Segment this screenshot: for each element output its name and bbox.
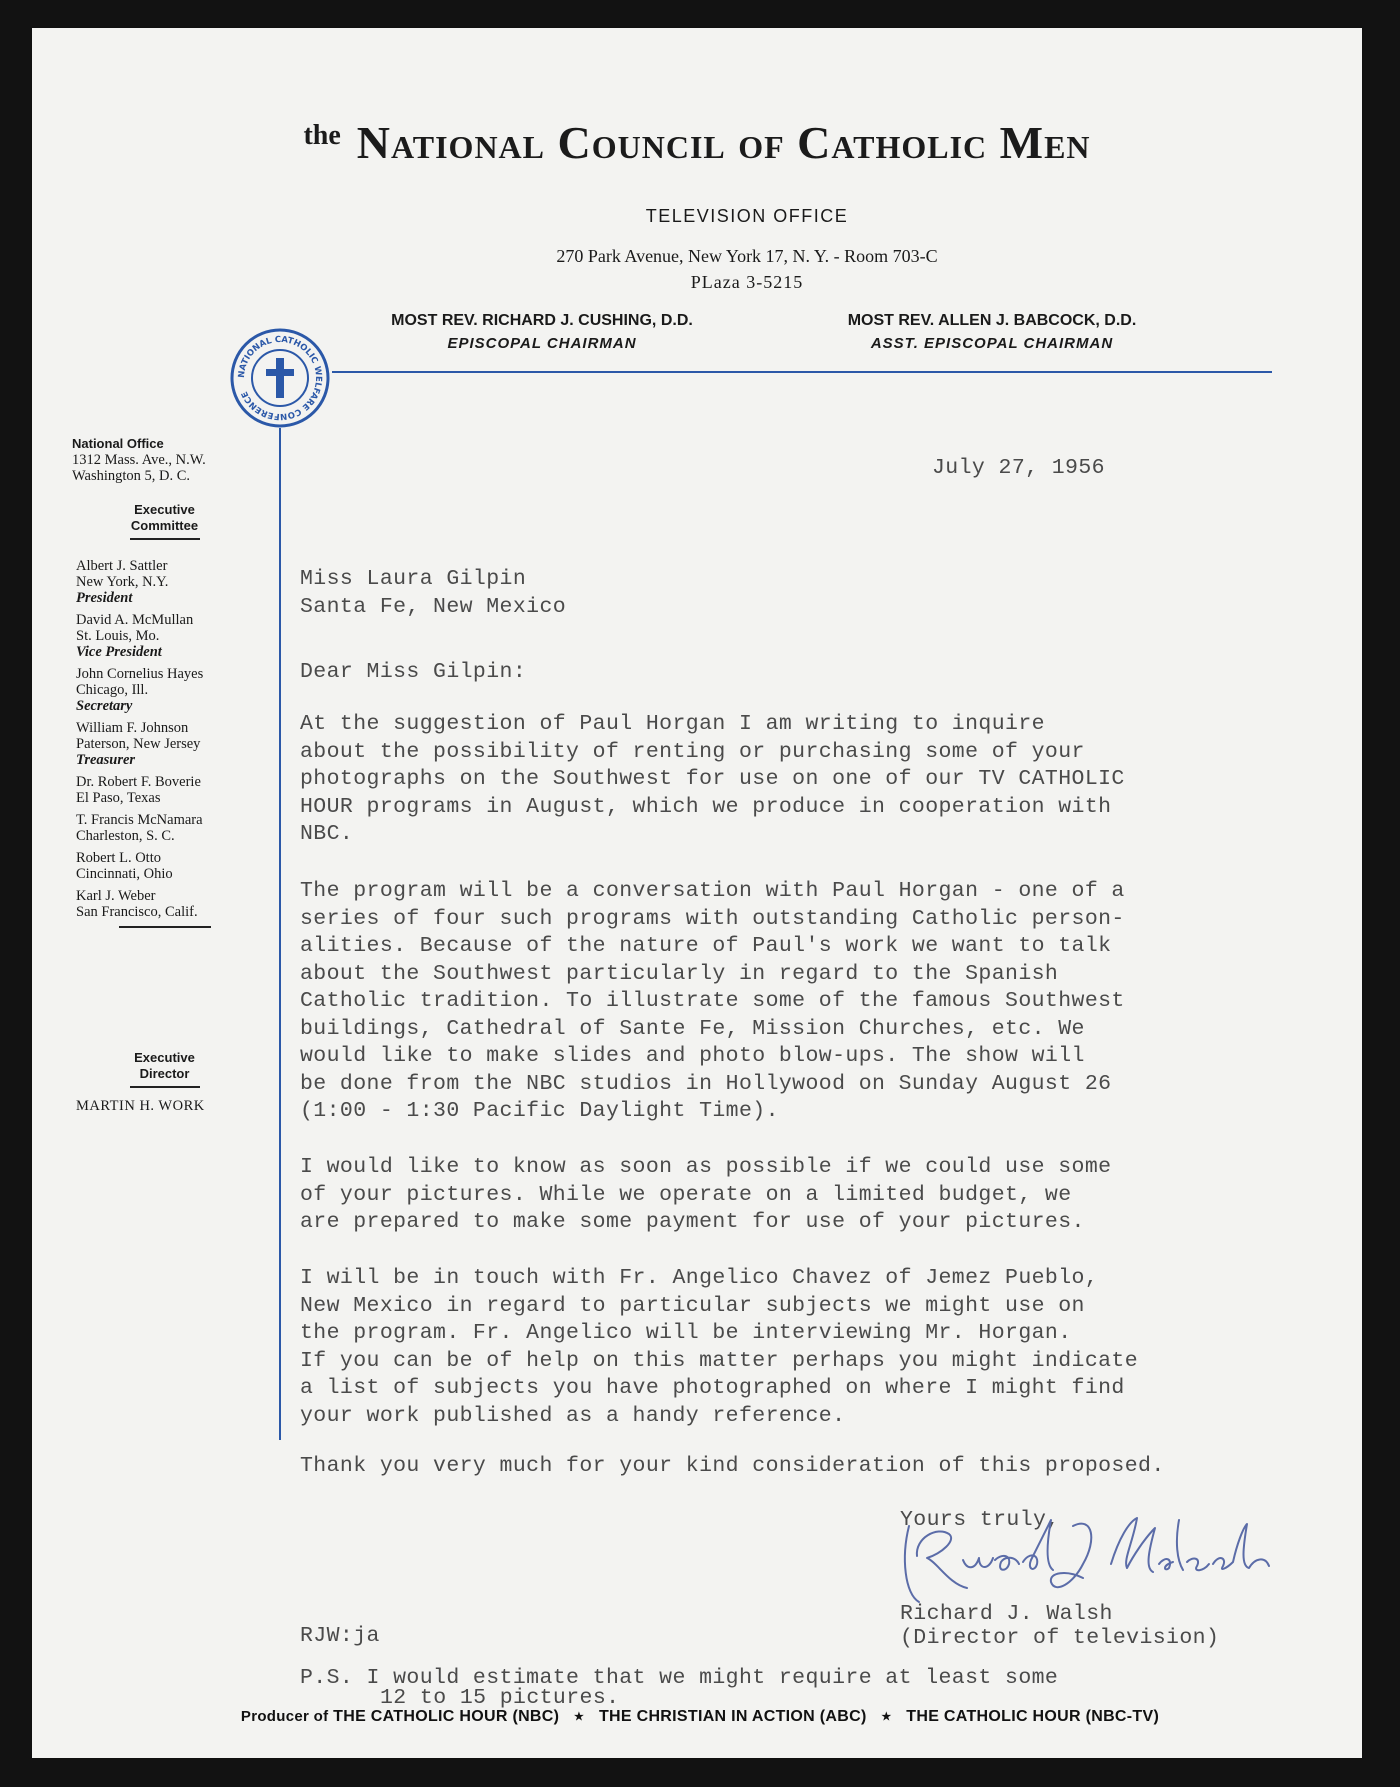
office-phone: PLaza 3-5215 [690, 272, 804, 292]
seal-text: NATIONAL CATHOLIC WELFARE CONFERENCE [236, 334, 324, 422]
asst-episcopal-chairman-title: ASST. EPISCOPAL CHAIRMAN [870, 335, 1114, 352]
signer-name: Richard J. Walsh [900, 1602, 1113, 1626]
member-name: Dr. Robert F. Boverie [76, 774, 201, 790]
org-title-name: National Council of Catholic Men [356, 117, 1091, 168]
sidebar-executive-director [72, 1050, 257, 1114]
footer-program-3: THE CATHOLIC HOUR (NBC-TV) [906, 1708, 1160, 1725]
member-role: President [76, 590, 133, 606]
body-paragraph-5: Thank you very much for your kind consideration of this proposed. [300, 1454, 1165, 1478]
signer-title: (Director of television) [900, 1626, 1220, 1650]
office-name: TELEVISION OFFICE [645, 206, 849, 226]
national-office-heading: National Office [72, 436, 164, 451]
postscript [300, 1668, 1058, 1708]
sidebar-executive-committee [72, 502, 257, 540]
director-heading-1: Executive [134, 1050, 195, 1065]
member-name: John Cornelius Hayes [76, 666, 204, 682]
member-role: Vice President [76, 644, 162, 660]
episcopal-chairman-name: MOST REV. RICHARD J. CUSHING, D.D. [391, 312, 693, 329]
member-place: El Paso, Texas [76, 790, 161, 806]
closing: Yours truly, [900, 1508, 1060, 1532]
committee-member-list [72, 558, 257, 928]
member-name: William F. Johnson [76, 720, 189, 736]
member-name: Robert L. Otto [76, 850, 161, 866]
star-icon: ★ [881, 1711, 892, 1724]
salutation: Dear Miss Gilpin: [300, 660, 527, 684]
member-place: Charleston, S. C. [76, 828, 175, 844]
member-name: Albert J. Sattler [76, 558, 168, 574]
postscript-line1: P.S. I would estimate that we might require at least some [300, 1666, 1059, 1690]
body-paragraph-1: At the suggestion of Paul Horgan I am writing to inquire about the possibility of renting or purchasing some of your photographs on the Southwest for use on one of our TV CATHOLIC HOUR programs in August, which we produce in cooperation with NBC. [300, 712, 1125, 846]
handwritten-signature [897, 1498, 1297, 1618]
typist-initials: RJW:ja [300, 1624, 380, 1648]
office-address: 270 Park Avenue, New York 17, N. Y. - Room 703-C [556, 246, 938, 266]
committee-member [76, 774, 257, 806]
committee-heading-1: Executive [134, 502, 195, 517]
member-place: San Francisco, Calif. [76, 904, 198, 920]
committee-member [76, 666, 257, 714]
committee-member [76, 812, 257, 844]
committee-heading-2: Committee [130, 518, 199, 533]
member-name: Karl J. Weber [76, 888, 156, 904]
member-place: Cincinnati, Ohio [76, 866, 173, 882]
episcopal-chairman-title: EPISCOPAL CHAIRMAN [447, 335, 637, 352]
footer-program-1: THE CATHOLIC HOUR (NBC) [333, 1708, 560, 1725]
member-place: St. Louis, Mo. [76, 628, 160, 644]
national-office-line2: Washington 5, D. C. [72, 468, 191, 484]
member-name: David A. McMullan [76, 612, 194, 628]
margin-rule [279, 428, 281, 1440]
committee-divider [130, 538, 200, 540]
sidebar-national-office [72, 436, 257, 484]
footer-prefix: Producer of [240, 1708, 329, 1725]
postscript-line2: 12 to 15 pictures. [380, 1686, 620, 1710]
body-paragraph-2: The program will be a conversation with Paul Horgan - one of a series of four such programs with outstanding Catholic person- alities. Because of the nature of Paul's work we want to talk about the Southwest particularly in regard to the Spanish Catholic tradition. To illustrate some of the famous Southwest buildings, Cathedral of Sante Fe, Mission Churches, etc. We would like to make slides and photo blow-ups. The show will be done from the NBC studios in Hollywood on Sunday August 26 (1:00 - 1:30 Pacific Daylight Time). [300, 879, 1125, 1123]
signature-block [900, 1602, 1219, 1650]
body-paragraph-4: I will be in touch with Fr. Angelico Chavez of Jemez Pueblo, New Mexico in regard to particular subjects we might use on the program. Fr. Angelico will be interviewing Mr. Horgan. If you can be of help on this matter perhaps you might indicate a list of subjects you have photographed on where I might find your work published as a handy reference. [300, 1266, 1139, 1428]
recipient-city: Santa Fe, New Mexico [300, 594, 567, 619]
episcopal-chairman [332, 312, 752, 352]
member-role: Treasurer [76, 752, 136, 768]
member-place: Paterson, New Jersey [76, 736, 201, 752]
asst-episcopal-chairman [782, 312, 1202, 352]
committee-end-divider [119, 926, 211, 928]
member-role: Secretary [76, 698, 133, 714]
director-divider [130, 1086, 200, 1088]
committee-member [76, 720, 257, 768]
org-title-the: the [303, 120, 341, 151]
letter-date: July 27, 1956 [932, 456, 1105, 480]
national-office-line1: 1312 Mass. Ave., N.W. [72, 452, 206, 468]
letter-page [32, 28, 1362, 1758]
committee-member [76, 888, 257, 920]
programs-footer [0, 1708, 1400, 1726]
org-title [32, 116, 1362, 169]
recipient-address [300, 566, 566, 621]
committee-member [76, 850, 257, 882]
member-place: New York, N.Y. [76, 574, 169, 590]
director-name: MARTIN H. WORK [76, 1098, 205, 1114]
member-place: Chicago, Ill. [76, 682, 149, 698]
star-icon: ★ [574, 1711, 585, 1724]
recipient-name: Miss Laura Gilpin [300, 567, 527, 591]
director-heading-2: Director [139, 1066, 190, 1081]
footer-program-2: THE CHRISTIAN IN ACTION (ABC) [598, 1708, 867, 1725]
conference-seal-icon [230, 328, 330, 428]
asst-episcopal-chairman-name: MOST REV. ALLEN J. BABCOCK, D.D. [847, 312, 1137, 329]
letterhead-rule [332, 371, 1272, 373]
member-name: T. Francis McNamara [76, 812, 203, 828]
body-paragraph-3: I would like to know as soon as possible if we could use some of your pictures. While we operate on a limited budget, we are prepared to make some payment for use of your pictures. [300, 1155, 1112, 1234]
committee-member [76, 558, 257, 606]
committee-member [76, 612, 257, 660]
